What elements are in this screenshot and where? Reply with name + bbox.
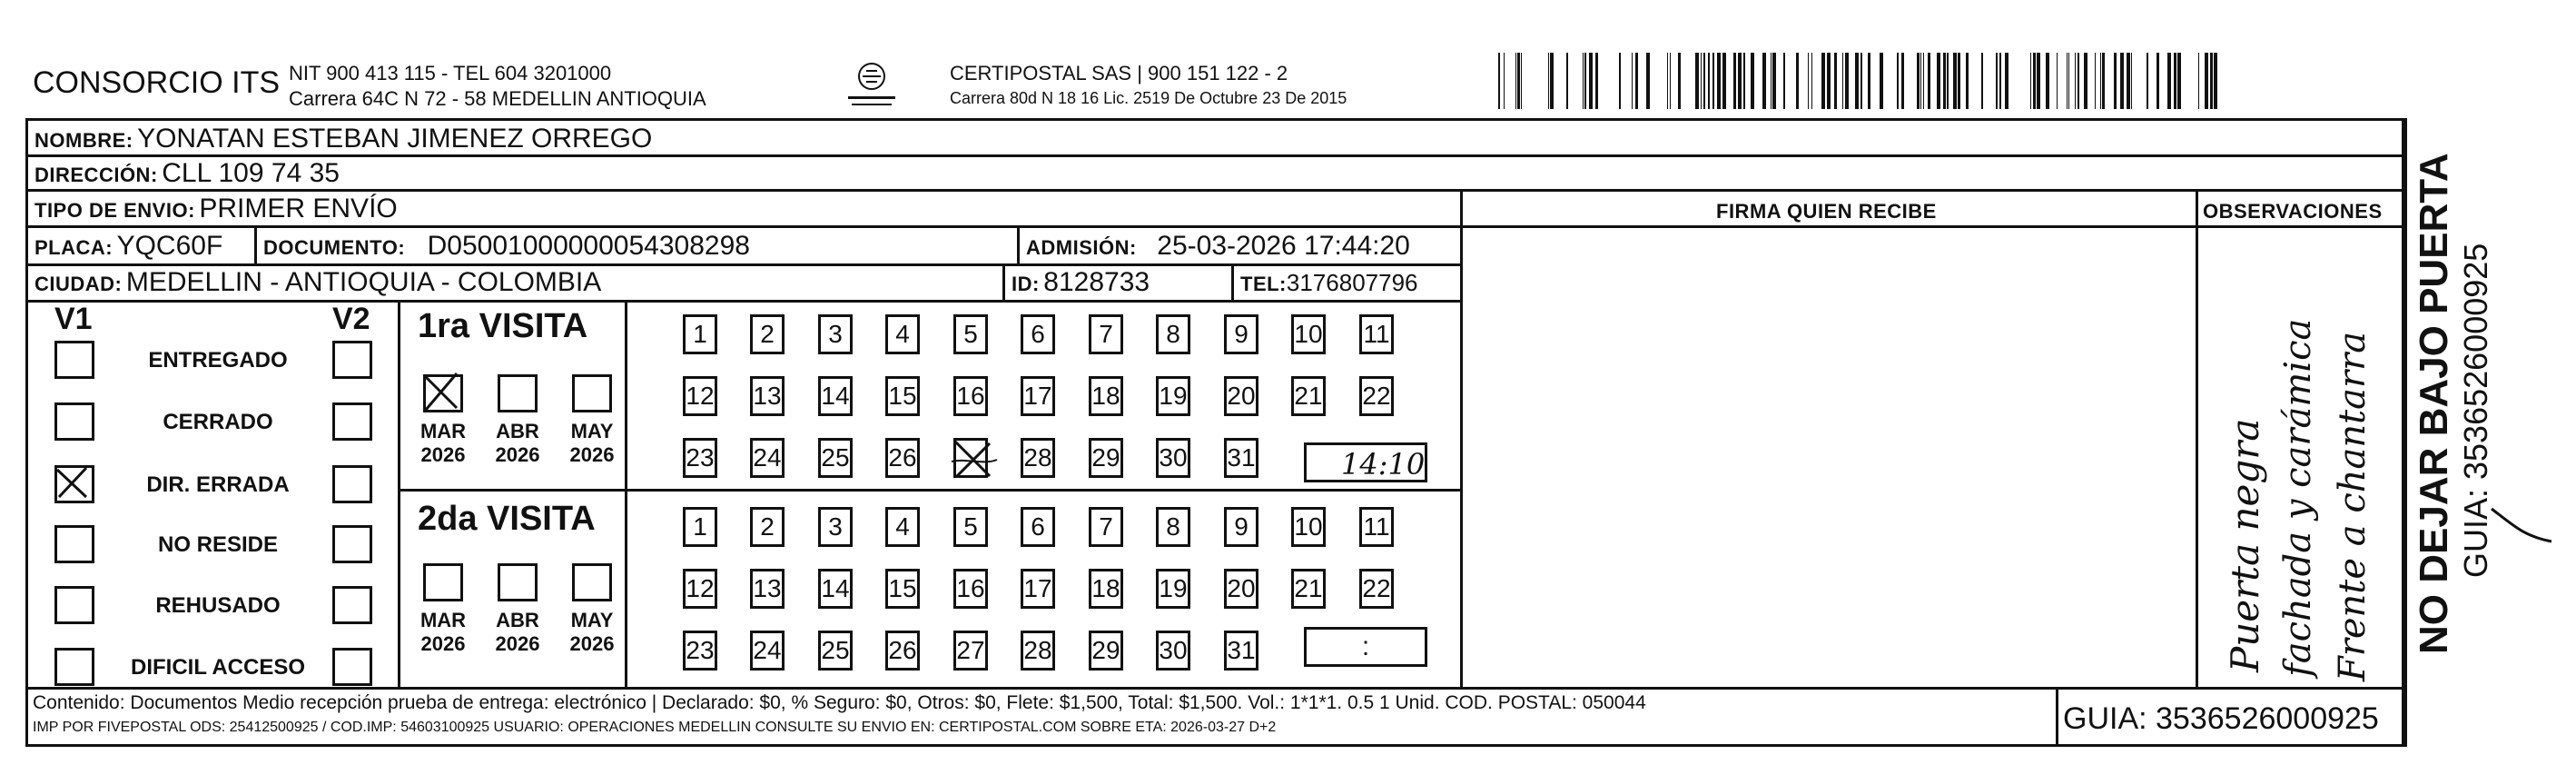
visit2-month-year: 2026 bbox=[569, 632, 615, 655]
ciudad-value: MEDELLIN - ANTIOQUIA - COLOMBIA bbox=[125, 267, 602, 297]
v2-checkbox[interactable] bbox=[332, 341, 372, 379]
placa-label: PLACA: bbox=[35, 236, 114, 259]
visit2-day-box[interactable]: 10 bbox=[1291, 507, 1326, 547]
visit1-day-box[interactable]: 5 bbox=[953, 314, 988, 354]
check-x-icon bbox=[420, 370, 475, 415]
visit1-day-box[interactable]: 14 bbox=[818, 376, 853, 416]
visit2-day-box[interactable]: 2 bbox=[750, 507, 785, 547]
observaciones-label: OBSERVACIONES bbox=[2203, 200, 2383, 223]
footer-line-1: Contenido: Documentos Medio recepción prueba de entrega: electrónico | Declarado: $0, % Seguro: $0, Otros: $0, Flete: $1,500, Total: $1,500. Vol.: 1*1*1. 0.5 1 Unid. COD. POSTAL: 050044 bbox=[33, 692, 1646, 713]
barcode bbox=[1498, 53, 2225, 109]
v2-checkbox[interactable] bbox=[332, 586, 372, 624]
visit1-day-box[interactable]: 21 bbox=[1291, 376, 1326, 416]
placa-row bbox=[35, 231, 222, 262]
placa-value: YQC60F bbox=[116, 231, 223, 261]
status-option-label: CERRADO bbox=[163, 410, 273, 434]
side-guia: GUIA: 3536526000925 bbox=[2457, 243, 2494, 578]
visit1-day-box[interactable]: 6 bbox=[1021, 314, 1055, 354]
visit1-day-box[interactable]: 30 bbox=[1156, 438, 1190, 478]
visit1-day-box[interactable]: 20 bbox=[1224, 376, 1258, 416]
visit2-month-name: MAR bbox=[419, 609, 467, 631]
visit2-day-box[interactable]: 9 bbox=[1224, 507, 1258, 547]
visit1-day-box[interactable]: 8 bbox=[1156, 314, 1190, 354]
v1-checkbox[interactable] bbox=[54, 465, 94, 503]
visit2-day-box[interactable]: 16 bbox=[953, 569, 988, 609]
visit1-time: 14:10 bbox=[1341, 447, 1426, 482]
nombre-value: YONATAN ESTEBAN JIMENEZ ORREGO bbox=[137, 124, 653, 154]
visit2-month-checkbox[interactable] bbox=[423, 563, 463, 601]
tipo-value: PRIMER ENVÍO bbox=[199, 194, 398, 224]
visit2-day-box[interactable]: 25 bbox=[818, 631, 853, 671]
direccion-row bbox=[35, 158, 340, 189]
visit2-day-box[interactable]: 11 bbox=[1359, 507, 1394, 547]
visit1-day-check-mark bbox=[948, 434, 999, 483]
visit2-month-checkbox[interactable] bbox=[498, 563, 538, 601]
observaciones-line-3: Frente a chantarra bbox=[2332, 331, 2374, 681]
firma-label: FIRMA QUIEN RECIBE bbox=[1716, 200, 1937, 223]
v1-checkbox[interactable] bbox=[54, 586, 94, 624]
v1-checkbox[interactable] bbox=[54, 525, 94, 563]
company-name: CONSORCIO ITS bbox=[33, 65, 281, 100]
v1-checkbox[interactable] bbox=[54, 402, 94, 441]
documento-value: D05001000000054308298 bbox=[427, 231, 750, 261]
visit2-time: : bbox=[1361, 631, 1370, 661]
footer-line-2: IMP POR FIVEPOSTAL ODS: 25412500925 / COD.IMP: 54603100925 USUARIO: OPERACIONES MEDELLIN CONSULTE SU ENVIO EN: CERTIPOSTAL.COM SOBRE ETA: 2026-03-27 D+2 bbox=[33, 720, 1277, 735]
visit1-day-box[interactable]: 18 bbox=[1089, 376, 1123, 416]
admision-value: 25-03-2026 17:44:20 bbox=[1157, 231, 1410, 261]
visit2-day-box[interactable]: 17 bbox=[1021, 569, 1055, 609]
tel-row bbox=[1240, 269, 1418, 297]
observaciones-line-1: Puerta negra bbox=[2223, 418, 2267, 672]
visit2-day-box[interactable]: 14 bbox=[818, 569, 853, 609]
visit1-month-checkbox[interactable] bbox=[423, 374, 463, 412]
visit2-day-box[interactable]: 6 bbox=[1021, 507, 1055, 547]
visit2-day-box[interactable]: 18 bbox=[1089, 569, 1123, 609]
visit2-month-name: MAY bbox=[570, 609, 614, 631]
visit2-day-box[interactable]: 7 bbox=[1089, 507, 1123, 547]
nombre-row bbox=[35, 124, 652, 154]
visit1-day-box[interactable]: 31 bbox=[1224, 438, 1258, 478]
status-option-label: REHUSADO bbox=[155, 593, 281, 618]
visit1-day-box[interactable]: 23 bbox=[683, 438, 717, 478]
visit1-month-name: MAR bbox=[419, 420, 467, 442]
visit1-day-box[interactable]: 19 bbox=[1156, 376, 1190, 416]
visit1-day-box[interactable]: 16 bbox=[953, 376, 988, 416]
visit2-day-box[interactable]: 31 bbox=[1224, 631, 1258, 671]
v2-checkbox[interactable] bbox=[332, 648, 372, 686]
side-pen-mark bbox=[2488, 491, 2561, 554]
visit1-month-year: 2026 bbox=[495, 443, 540, 466]
visit2-day-box[interactable]: 30 bbox=[1156, 631, 1190, 671]
visit1-day-box[interactable]: 1 bbox=[683, 314, 717, 354]
id-label: ID: bbox=[1012, 273, 1040, 295]
visit1-day-box[interactable]: 17 bbox=[1021, 376, 1055, 416]
visit2-time-box[interactable] bbox=[1304, 627, 1427, 667]
visit2-day-box[interactable]: 23 bbox=[683, 631, 717, 671]
visit1-day-box[interactable]: 9 bbox=[1224, 314, 1258, 354]
check-x-icon bbox=[948, 434, 999, 483]
visit1-day-box[interactable]: 26 bbox=[885, 438, 920, 478]
visit1-month-name: ABR bbox=[496, 420, 539, 442]
visit1-day-box[interactable]: 2 bbox=[750, 314, 785, 354]
status-option-label: ENTREGADO bbox=[148, 348, 288, 373]
visit1-month-year: 2026 bbox=[569, 443, 615, 466]
visit1-day-box[interactable]: 13 bbox=[750, 376, 785, 416]
documento-row bbox=[263, 231, 750, 262]
visit2-day-box[interactable]: 8 bbox=[1156, 507, 1190, 547]
ciudad-row bbox=[35, 267, 601, 298]
visit2-day-box[interactable]: 29 bbox=[1089, 631, 1123, 671]
visit2-day-box[interactable]: 27 bbox=[953, 631, 988, 671]
status-option-label: DIFICIL ACCESO bbox=[130, 655, 305, 680]
company-address: Carrera 64C N 72 - 58 MEDELLIN ANTIOQUIA bbox=[289, 87, 706, 110]
id-row bbox=[1012, 267, 1150, 298]
visit2-day-box[interactable]: 12 bbox=[683, 569, 717, 609]
observaciones-line-2: fachada y carámica bbox=[2277, 318, 2319, 677]
tipo-label: TIPO DE ENVIO: bbox=[35, 199, 195, 222]
v1-checkbox[interactable] bbox=[54, 648, 94, 686]
v2-checkbox[interactable] bbox=[332, 465, 372, 503]
status-option-label: NO RESIDE bbox=[157, 532, 279, 557]
visit1-day-box[interactable]: 15 bbox=[885, 376, 920, 416]
carrier-logo bbox=[844, 58, 899, 111]
company-nit: NIT 900 413 115 - TEL 604 3201000 bbox=[289, 62, 612, 84]
visit2-day-box[interactable]: 15 bbox=[885, 569, 920, 609]
visit1-day-box[interactable]: 22 bbox=[1359, 376, 1394, 416]
visit1-day-box[interactable]: 10 bbox=[1291, 314, 1326, 354]
visit2-day-box[interactable]: 1 bbox=[683, 507, 717, 547]
nombre-label: NOMBRE: bbox=[35, 129, 133, 152]
visit2-day-box[interactable]: 26 bbox=[885, 631, 920, 671]
carrier-address: Carrera 80d N 18 16 Lic. 2519 De Octubre 23 De 2015 bbox=[950, 89, 1347, 107]
visit1-day-box[interactable]: 7 bbox=[1089, 314, 1123, 354]
footer-guia: GUIA: 3536526000925 bbox=[2063, 701, 2379, 736]
ciudad-label: CIUDAD: bbox=[35, 273, 123, 295]
visit1-day-box[interactable]: 25 bbox=[818, 438, 853, 478]
visit1-day-box[interactable]: 29 bbox=[1089, 438, 1123, 478]
side-warning: NO DEJAR BAJO PUERTA bbox=[2412, 153, 2456, 654]
visit2-day-box[interactable]: 19 bbox=[1156, 569, 1190, 609]
visit1-day-box[interactable]: 28 bbox=[1021, 438, 1055, 478]
visit1-month-name: MAY bbox=[570, 420, 614, 442]
visit2-day-box[interactable]: 3 bbox=[818, 507, 853, 547]
visit1-month-checkbox[interactable] bbox=[498, 374, 538, 412]
visit1-month-checkbox[interactable] bbox=[572, 374, 612, 412]
visit2-title: 2da VISITA bbox=[418, 500, 596, 538]
carrier-name: CERTIPOSTAL SAS | 900 151 122 - 2 bbox=[950, 62, 1288, 84]
visit1-day-box[interactable]: 3 bbox=[818, 314, 853, 354]
tipo-row bbox=[35, 194, 398, 224]
visit2-day-box[interactable]: 5 bbox=[953, 507, 988, 547]
direccion-value: CLL 109 74 35 bbox=[162, 158, 340, 188]
v1-header: V1 bbox=[54, 302, 93, 336]
status-option-label: DIR. ERRADA bbox=[146, 472, 290, 497]
visit1-day-box[interactable]: 24 bbox=[750, 438, 785, 478]
visit2-month-checkbox[interactable] bbox=[572, 563, 612, 601]
visit2-day-box[interactable]: 24 bbox=[750, 631, 785, 671]
v2-checkbox[interactable] bbox=[332, 402, 372, 441]
id-value: 8128733 bbox=[1043, 267, 1150, 297]
check-x-icon bbox=[52, 462, 92, 501]
v2-header: V2 bbox=[332, 302, 370, 336]
visit2-month-year: 2026 bbox=[495, 632, 540, 655]
visit2-month-name: ABR bbox=[496, 609, 539, 631]
visit2-month-year: 2026 bbox=[420, 632, 466, 655]
visit1-title: 1ra VISITA bbox=[418, 307, 588, 345]
visit1-time-box[interactable] bbox=[1304, 442, 1427, 482]
visit2-day-box[interactable]: 20 bbox=[1224, 569, 1258, 609]
v2-checkbox[interactable] bbox=[332, 525, 372, 563]
visit2-day-box[interactable]: 13 bbox=[750, 569, 785, 609]
admision-row bbox=[1026, 231, 1410, 262]
visit2-day-box[interactable]: 22 bbox=[1359, 569, 1394, 609]
admision-label: ADMISIÓN: bbox=[1026, 236, 1137, 259]
visit1-day-box[interactable]: 11 bbox=[1359, 314, 1394, 354]
visit1-day-box[interactable]: 4 bbox=[885, 314, 920, 354]
visit2-day-box[interactable]: 21 bbox=[1291, 569, 1326, 609]
tel-value: 3176807796 bbox=[1286, 269, 1418, 296]
documento-label: DOCUMENTO: bbox=[263, 236, 406, 259]
visit1-day-box[interactable]: 12 bbox=[683, 376, 717, 416]
visit2-day-box[interactable]: 4 bbox=[885, 507, 920, 547]
v1-checkbox[interactable] bbox=[54, 341, 94, 379]
direccion-label: DIRECCIÓN: bbox=[35, 164, 158, 186]
tel-label: TEL: bbox=[1240, 273, 1287, 295]
visit2-day-box[interactable]: 28 bbox=[1021, 631, 1055, 671]
visit1-month-year: 2026 bbox=[420, 443, 466, 466]
